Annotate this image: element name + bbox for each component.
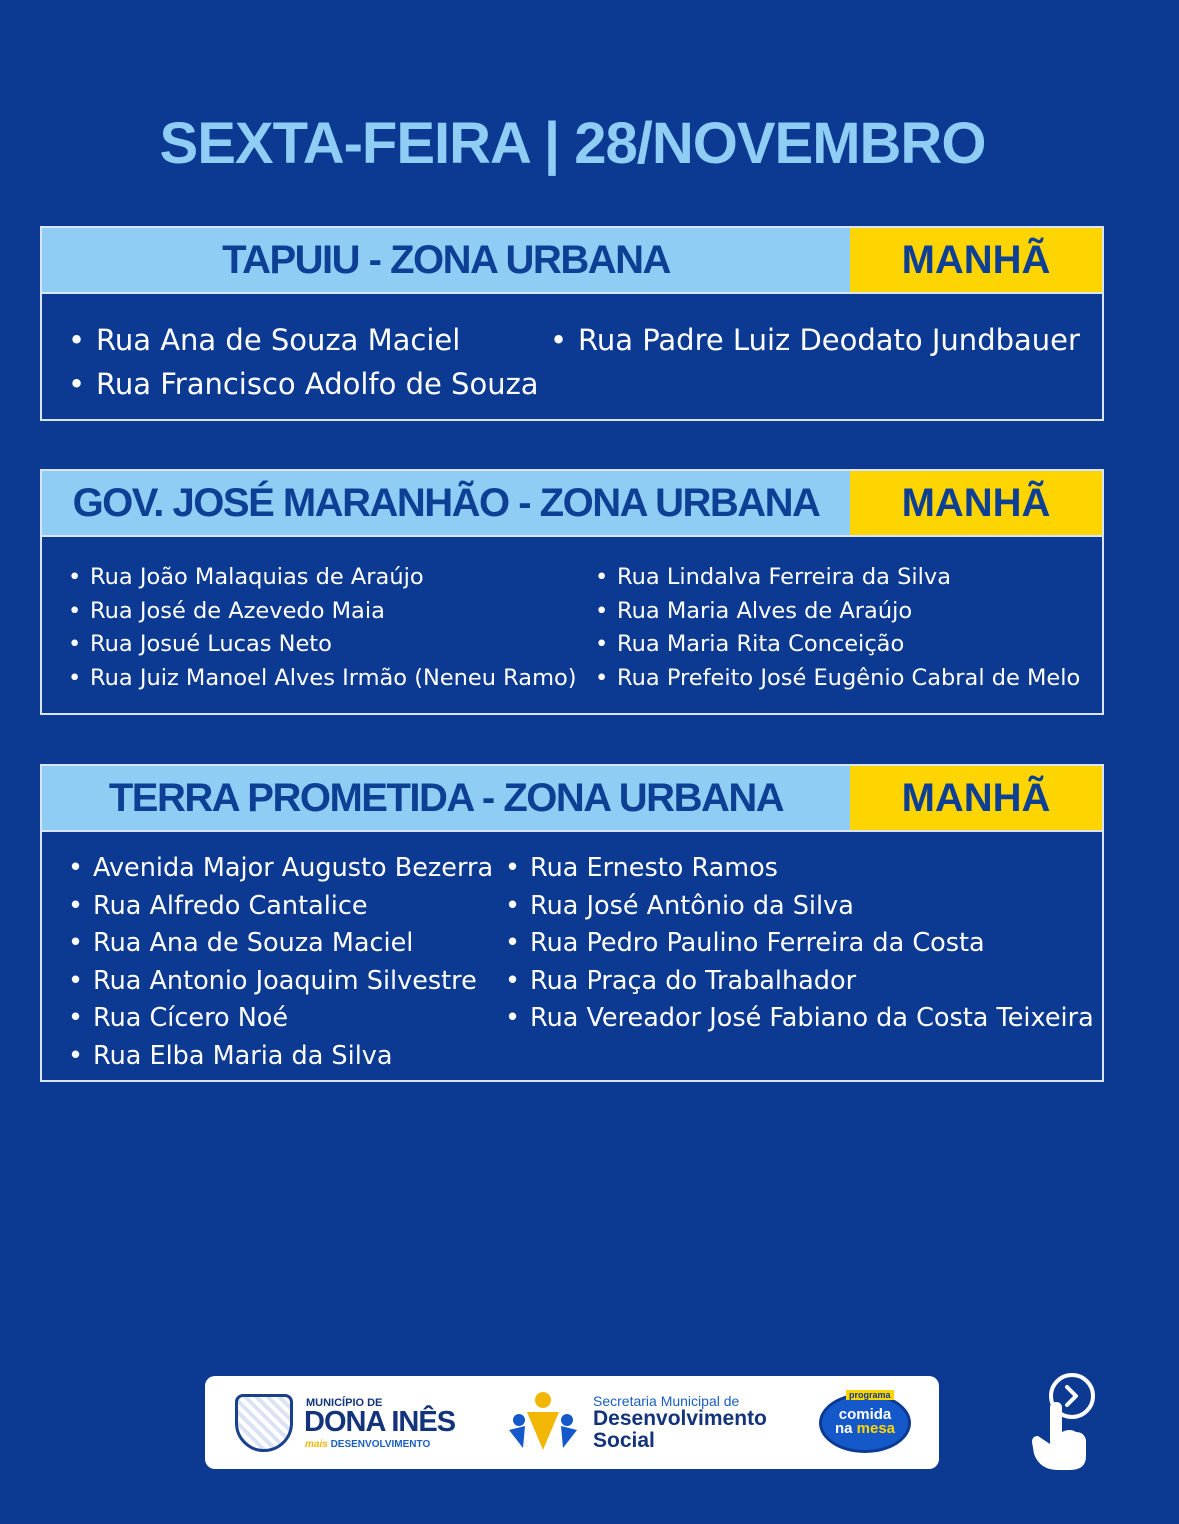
list-item: • Rua Ana de Souza Maciel	[68, 925, 505, 963]
tap-next-icon[interactable]	[1028, 1370, 1100, 1474]
list-item: • Rua Juiz Manoel Alves Irmão (Neneu Ramo)	[68, 662, 595, 696]
secretaria-line2: Social	[593, 1429, 655, 1452]
page-title: SEXTA-FEIRA | 28/NOVEMBRO	[159, 111, 986, 176]
section-tapuiu	[40, 226, 1104, 421]
street-column-right	[550, 318, 1080, 406]
list-item: • Rua Antonio Joaquim Silvestre	[68, 963, 505, 1001]
zone-label: GOV. JOSÉ MARANHÃO - ZONA URBANA	[42, 471, 850, 535]
programa-mesa: mesa	[856, 1420, 896, 1437]
shift-badge: MANHÃ	[850, 766, 1102, 830]
municipio-label: MUNICÍPIO DE	[306, 1397, 383, 1409]
list-item: • Rua Vereador José Fabiano da Costa Teixeira	[505, 1000, 1094, 1038]
list-item: • Rua Pedro Paulino Ferreira da Costa	[505, 925, 1094, 963]
programa-na: na	[834, 1420, 853, 1437]
programa-name	[822, 1408, 908, 1436]
municipio-name: DONA INÊS	[304, 1406, 456, 1438]
section-header	[42, 228, 1102, 294]
list-item: • Rua Alfredo Cantalice	[68, 888, 505, 926]
municipal-crest-icon	[235, 1394, 293, 1452]
street-column-right	[595, 561, 1080, 696]
footer-logos	[205, 1376, 939, 1469]
slogan-text: DESENVOLVIMENTO	[330, 1439, 431, 1450]
street-column-left	[68, 850, 505, 1075]
list-item: • Rua Lindalva Ferreira da Silva	[595, 561, 1080, 595]
list-item: • Rua Prefeito José Eugênio Cabral de Melo	[595, 662, 1080, 696]
list-item: • Rua José Antônio da Silva	[505, 888, 1094, 926]
list-item: • Rua Maria Rita Conceição	[595, 628, 1080, 662]
shift-badge: MANHÃ	[850, 471, 1102, 535]
programa-tag: programa	[846, 1390, 894, 1400]
section-gov-jose-maranhao	[40, 469, 1104, 715]
zone-label: TERRA PROMETIDA - ZONA URBANA	[42, 766, 850, 830]
street-list	[42, 537, 1102, 696]
street-column-left	[68, 561, 595, 696]
people-icon	[505, 1390, 581, 1456]
list-item: • Rua Ana de Souza Maciel	[68, 318, 550, 362]
list-item: • Rua Cícero Noé	[68, 1000, 505, 1038]
slogan-accent: mais	[305, 1439, 328, 1450]
street-column-right	[505, 850, 1094, 1075]
list-item: • Rua Padre Luiz Deodato Jundbauer	[550, 318, 1080, 362]
programa-line2	[822, 1422, 908, 1436]
section-header	[42, 471, 1102, 537]
section-terra-prometida	[40, 764, 1104, 1082]
list-item: • Rua Ernesto Ramos	[505, 850, 1094, 888]
municipio-slogan	[305, 1439, 430, 1450]
list-item: • Avenida Major Augusto Bezerra	[68, 850, 505, 888]
street-list	[42, 294, 1102, 406]
section-header	[42, 766, 1102, 832]
street-list	[42, 832, 1102, 1075]
secretaria-label: Secretaria Municipal de	[593, 1393, 740, 1409]
list-item: • Rua Josué Lucas Neto	[68, 628, 595, 662]
street-column-left	[68, 318, 550, 406]
shift-badge: MANHÃ	[850, 228, 1102, 292]
list-item: • Rua João Malaquias de Araújo	[68, 561, 595, 595]
secretaria-name	[593, 1408, 803, 1452]
programa-badge	[819, 1390, 911, 1453]
list-item: • Rua Francisco Adolfo de Souza	[68, 362, 550, 406]
secretaria-line1: Desenvolvimento	[593, 1407, 767, 1430]
list-item: • Rua Maria Alves de Araújo	[595, 595, 1080, 629]
list-item: • Rua Elba Maria da Silva	[68, 1038, 505, 1076]
programa-line1: comida	[838, 1406, 892, 1423]
list-item: • Rua Praça do Trabalhador	[505, 963, 1094, 1001]
zone-label: TAPUIU - ZONA URBANA	[42, 228, 850, 292]
list-item: • Rua José de Azevedo Maia	[68, 595, 595, 629]
